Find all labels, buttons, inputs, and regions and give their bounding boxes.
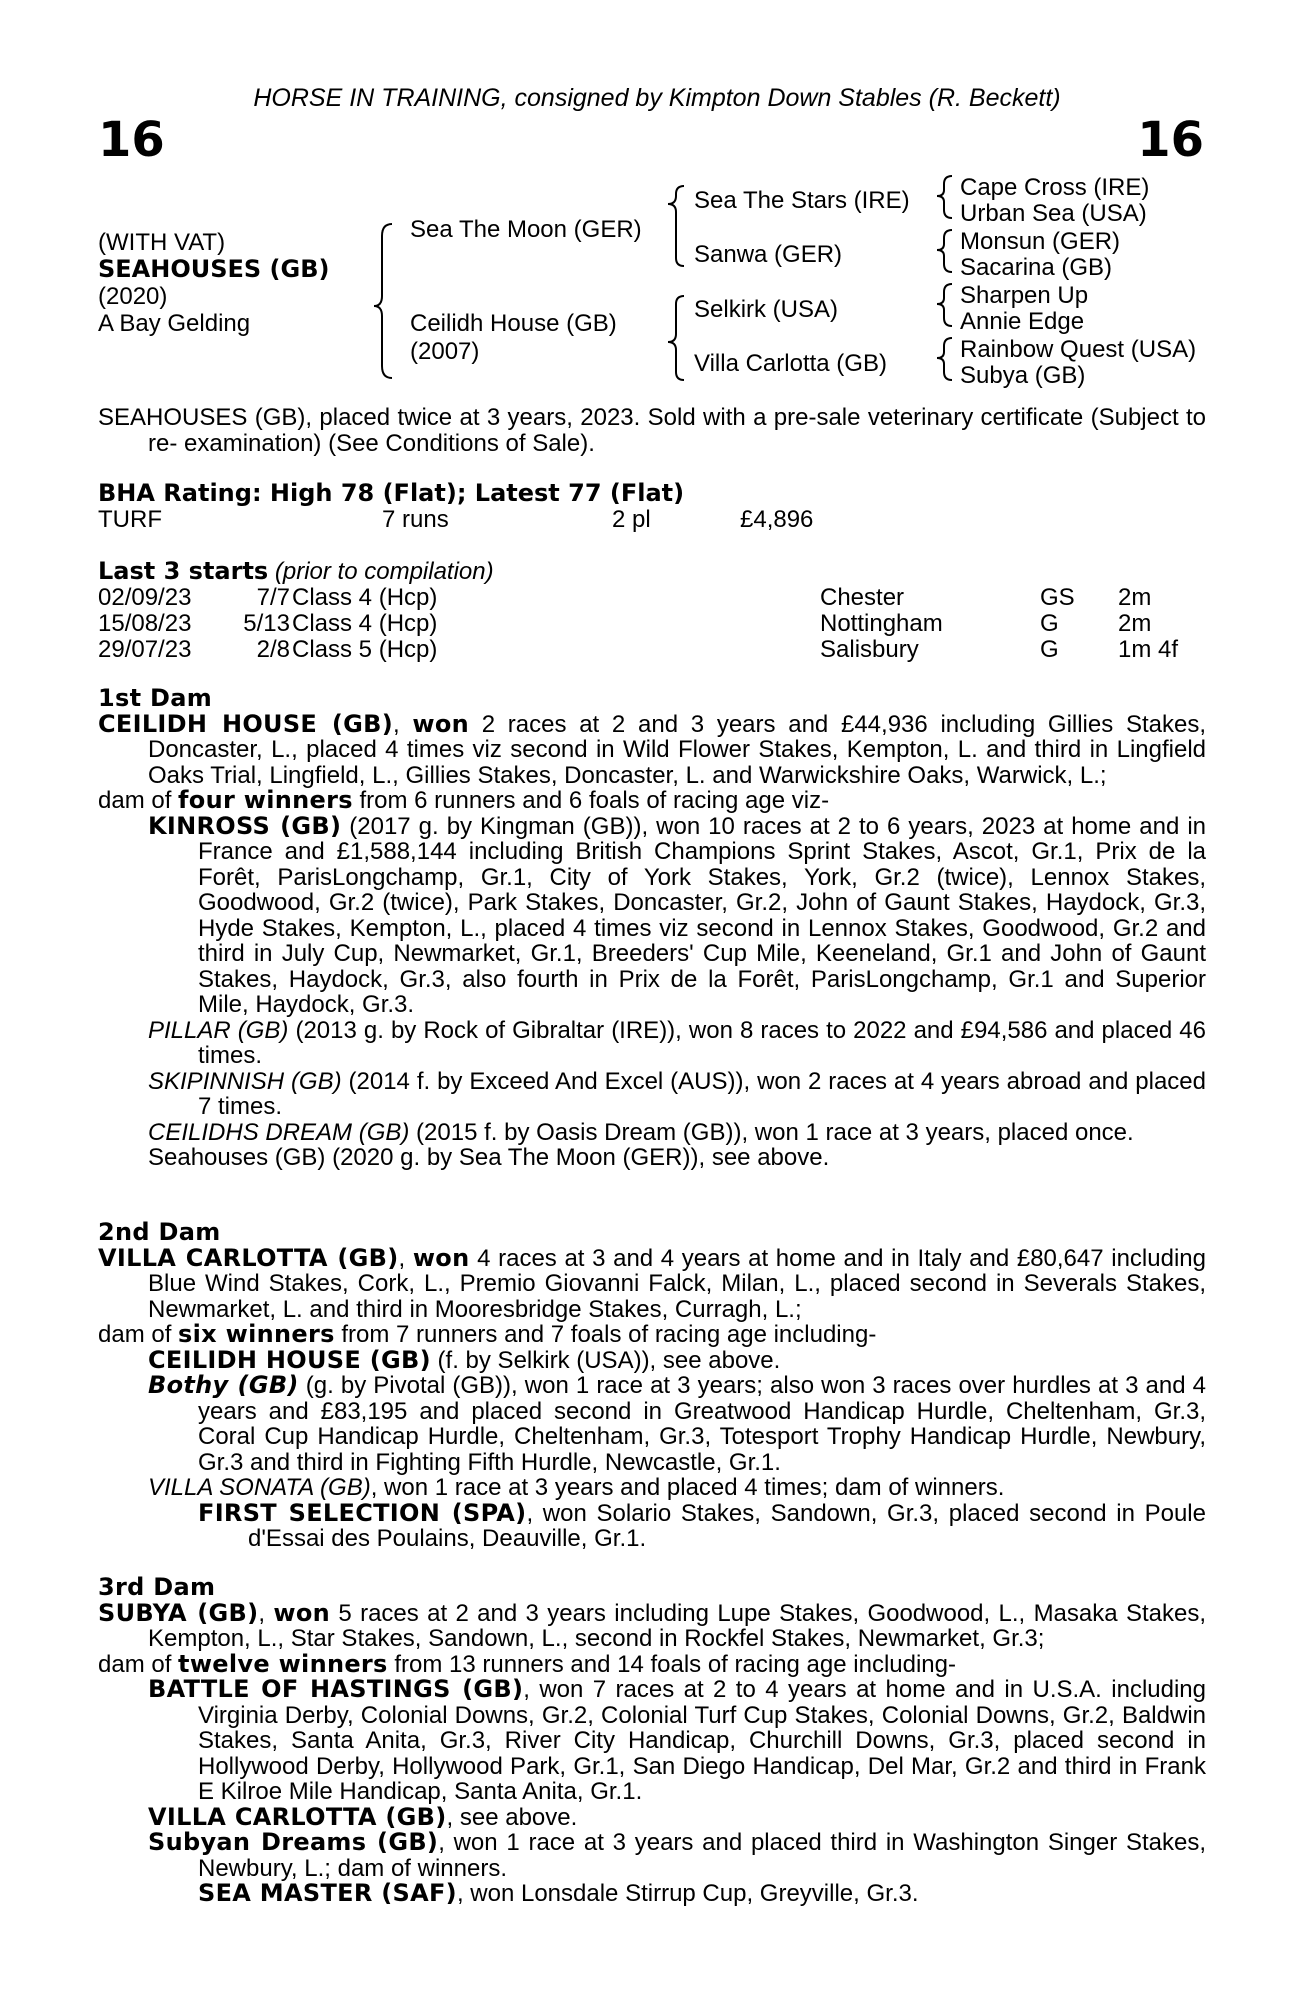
bracket-g3 [937,284,952,326]
start-class: Class 4 (Hcp) [292,610,438,637]
bha-rating: BHA Rating: High 78 (Flat); Latest 77 (Flat) [98,479,685,507]
first-dam-section [98,686,1206,1171]
first-dam-produce-intro: dam of four winners from 6 runners and 6 foals of racing age viz- [98,786,830,814]
pedigree-g8: Subya (GB) [960,362,1086,389]
pedigree-g5: Sharpen Up [960,282,1089,309]
third-dam-text: 5 races at 2 and 3 years including Lupe Stakes, Goodwood, L., Masaka Stakes, Kempton, L., Star Stakes, Sandown, L., second in Rockfel Stakes, Newmarket, Gr.3; [148,1599,1206,1652]
start-position: 2/8 [256,636,290,663]
pedigree-g1: Cape Cross (IRE) [960,174,1150,201]
start-distance: 2m [1118,584,1152,611]
pedigree-sire: Sea The Moon (GER) [410,216,642,243]
pedigree-dam: Ceilidh House (GB) [410,310,617,337]
table-row [98,610,1206,636]
start-course: Chester [820,584,905,611]
first-dam-heading: 1st Dam [98,684,213,712]
bracket-g4 [937,338,952,380]
bracket-dam [668,296,684,380]
second-dam-section [98,1220,1206,1552]
produce-seahouses: Seahouses (GB) (2020 g. by Sea The Moon (GER)), see above. [148,1144,830,1171]
third-dam-won: won [273,1598,331,1627]
start-date: 02/09/23 [98,584,192,611]
start-class: Class 4 (Hcp) [292,584,438,611]
produce-ceilidhs-dream: CEILIDHS DREAM (GB) (2015 f. by Oasis Dream (GB)), won 1 race at 3 years, placed once. [148,1118,1134,1146]
pedigree-g4: Sacarina (GB) [960,254,1113,281]
third-dam-produce-intro: dam of twelve winners from 13 runners and 14 foals of racing age including- [98,1649,956,1678]
start-course: Nottingham [820,610,943,637]
start-position: 5/13 [243,610,290,637]
second-dam-record: VILLA CARLOTTA (GB), won 4 races at 3 and 4 years at home and in Italy and £80,647 including Blue Wind Stakes, Cork, L., Premio Giovanni Falck, Milan, L., placed second in Severals Stakes, Newmarket, L. and third in Mooresbridge Stakes, Curragh, L.; [98,1243,1206,1323]
third-dam-record: SUBYA (GB), won 5 races at 2 and 3 years including Lupe Stakes, Goodwood, L., Masaka Stakes, Kempton, L., Star Stakes, Sandown, L., second in Rockfel Stakes, Newmarket, Gr.3; [98,1598,1206,1652]
pedigree-g7: Rainbow Quest (USA) [960,336,1197,363]
rating-runs: 7 runs [382,506,449,533]
pedigree-g6: Annie Edge [960,308,1085,335]
pedigree-sire-sire: Sea The Stars (IRE) [694,187,910,214]
bracket-g2 [937,230,952,272]
pedigree-g2: Urban Sea (USA) [960,200,1147,227]
start-class: Class 5 (Hcp) [292,636,438,663]
last-starts-heading [98,558,494,585]
third-dam-name: SUBYA (GB) [98,1598,259,1627]
table-row [98,584,1206,610]
third-dam-heading: 3rd Dam [98,1573,216,1601]
horse-name: SEAHOUSES (GB) [98,255,330,283]
page-header: HORSE IN TRAINING, consigned by Kimpton Down Stables (R. Beckett) [253,84,1061,112]
start-course: Salisbury [820,636,919,663]
rating-surface: TURF [98,506,162,533]
second-dam-won: won [412,1243,470,1272]
produce-kinross: KINROSS (GB) (2017 g. by Kingman (GB)), won 10 races at 2 to 6 years, 2023 at home and in France and £1,588,144 including British Champions Sprint Stakes, Ascot, Gr.1, Prix de la Forêt, ParisLongchamp, Gr.1, City of York Stakes, York, Gr.2 (twice), Lennox Stakes, Goodwood, Gr.2 (twice), Park Stakes, Doncaster, Gr.2, John of Gaunt Stakes, Haydock, Gr.3, Hyde Stakes, Kempton, L., placed 4 times viz second in Lennox Stakes, Goodwood, Gr.2 and third in July Cup, Newmarket, Gr.1, Breeders' Cup Mile, Keeneland, Gr.1 and John of Gaunt Stakes, Haydock, Gr.3, also fourth in Prix de la Forêt, ParisLongchamp, Gr.1 and Superior Mile, Haydock, Gr.3. [148,811,1207,1018]
horse-year: (2020) [98,283,168,310]
produce-skipinnish: SKIPINNISH (GB) (2014 f. by Exceed And Excel (AUS)), won 2 races at 4 years abroad and placed 7 times. [148,1067,1206,1120]
start-going: G [1040,610,1059,637]
produce-villa-carlotta: VILLA CARLOTTA (GB), see above. [148,1802,578,1831]
rating-placed: 2 pl [612,506,651,533]
produce-pillar: PILLAR (GB) (2013 g. by Rock of Gibraltar (IRE)), won 8 races to 2022 and £94,586 and placed 46 times. [148,1016,1206,1069]
pedigree-dam-dam: Villa Carlotta (GB) [694,350,887,377]
second-dam-produce-intro: dam of six winners from 7 runners and 7 foals of racing age including- [98,1320,877,1348]
produce-villa-sonata: VILLA SONATA (GB), won 1 race at 3 years and placed 4 times; dam of winners. [148,1474,1005,1501]
first-dam-record: CEILIDH HOUSE (GB), won 2 races at 2 and 3 years and £44,936 including Gillies Stakes, Doncaster, L., placed 4 times viz second in Wild Flower Stakes, Kempton, L. and third in Lingfield Oaks Trial, Lingfield, L., Gillies Stakes, Doncaster, L. and Warwickshire Oaks, Warwick, L.; [98,709,1206,789]
first-dam-won: won [412,709,470,738]
lot-number-left: 16 [98,112,165,168]
start-going: G [1040,636,1059,663]
summary-block [98,405,1206,456]
produce-first-selection: FIRST SELECTION (SPA), won Solario Stakes, Sandown, Gr.3, placed second in Poule d'Essai des Poulains, Deauville, Gr.1. [198,1498,1206,1552]
second-dam-text: 4 races at 3 and 4 years at home and in Italy and £80,647 including Blue Wind Stakes, Cork, L., Premio Giovanni Falck, Milan, L., placed second in Severals Stakes, Newmarket, L. and third in Mooresbridge Stakes, Curragh, L.; [148,1244,1206,1323]
start-going: GS [1040,584,1075,611]
start-distance: 1m 4f [1118,636,1179,663]
first-dam-winners: four winners [178,786,353,814]
pedigree-sire-dam: Sanwa (GER) [694,241,843,268]
produce-bothy: Bothy (GB) (g. by Pivotal (GB)), won 1 race at 3 years; also won 3 races over hurdles at 3 and 4 years and £83,195 and placed second in Greatwood Handicap Hurdle, Cheltenham, Gr.3, Coral Cup Handicap Hurdle, Cheltenham, Gr.3, Totesport Trophy Handicap Hurdle, Newbury, Gr.3 and third in Fighting Fifth Hurdle, Newcastle, Gr.1. [148,1371,1206,1476]
third-dam-winners: twelve winners [178,1649,388,1678]
bracket-g1 [937,176,952,218]
start-position: 7/7 [256,584,290,611]
pedigree-g3: Monsun (GER) [960,228,1121,255]
pedigree-dam-sire: Selkirk (USA) [694,296,839,323]
last-starts-note: (prior to compilation) [274,558,494,585]
pedigree-dam-year: (2007) [410,338,480,365]
first-dam-name: CEILIDH HOUSE (GB) [98,709,393,738]
start-date: 15/08/23 [98,610,192,637]
last-starts-title: Last 3 starts [98,557,269,585]
start-date: 29/07/23 [98,636,192,663]
produce-subyan-dreams: Subyan Dreams (GB), won 1 race at 3 years and placed third in Washington Singer Stakes, Newbury, L.; dam of winners. [148,1828,1206,1882]
produce-sea-master: SEA MASTER (SAF), won Lonsdale Stirrup Cup, Greyville, Gr.3. [198,1879,919,1907]
third-dam-section [98,1575,1206,1907]
bracket-sire [668,186,684,266]
rating-earnings: £4,896 [740,506,814,533]
second-dam-winners: six winners [178,1320,335,1348]
summary-text: SEAHOUSES (GB), placed twice at 3 years, 2023. Sold with a pre-sale veterinary certificate (Subject to re- examination) (See Conditions of Sale). [98,404,1206,457]
second-dam-name: VILLA CARLOTTA (GB) [98,1243,399,1272]
first-dam-text: 2 races at 2 and 3 years and £44,936 including Gillies Stakes, Doncaster, L., placed 4 times viz second in Wild Flower Stakes, Kempton, L. and third in Lingfield Oaks Trial, Lingfield, L., Gillies Stakes, Doncaster, L. and Warwickshire Oaks, Warwick, L.; [148,710,1206,789]
table-row [98,636,1206,662]
produce-ceilidh-house: CEILIDH HOUSE (GB) (f. by Selkirk (USA)), see above. [148,1345,781,1374]
second-dam-heading: 2nd Dam [98,1218,221,1246]
bracket-main [374,224,392,378]
start-distance: 2m [1118,610,1152,637]
horse-description: A Bay Gelding [98,310,251,337]
produce-battle-of-hastings: BATTLE OF HASTINGS (GB), won 7 races at 2 to 4 years at home and in U.S.A. including Virginia Derby, Colonial Downs, Gr.2, Colonial Turf Cup Stakes, Colonial Downs, Gr.2, Baldwin Stakes, Santa Anita, Gr.3, River City Handicap, Churchill Downs, Gr.3, placed second in Hollywood Derby, Hollywood Park, Gr.1, San Diego Handicap, Del Mar, Gr.2 and third in Frank E Kilroe Mile Handicap, Santa Anita, Gr.1. [148,1675,1206,1805]
vat-label: (WITH VAT) [98,229,226,256]
lot-number-right: 16 [1137,112,1204,168]
